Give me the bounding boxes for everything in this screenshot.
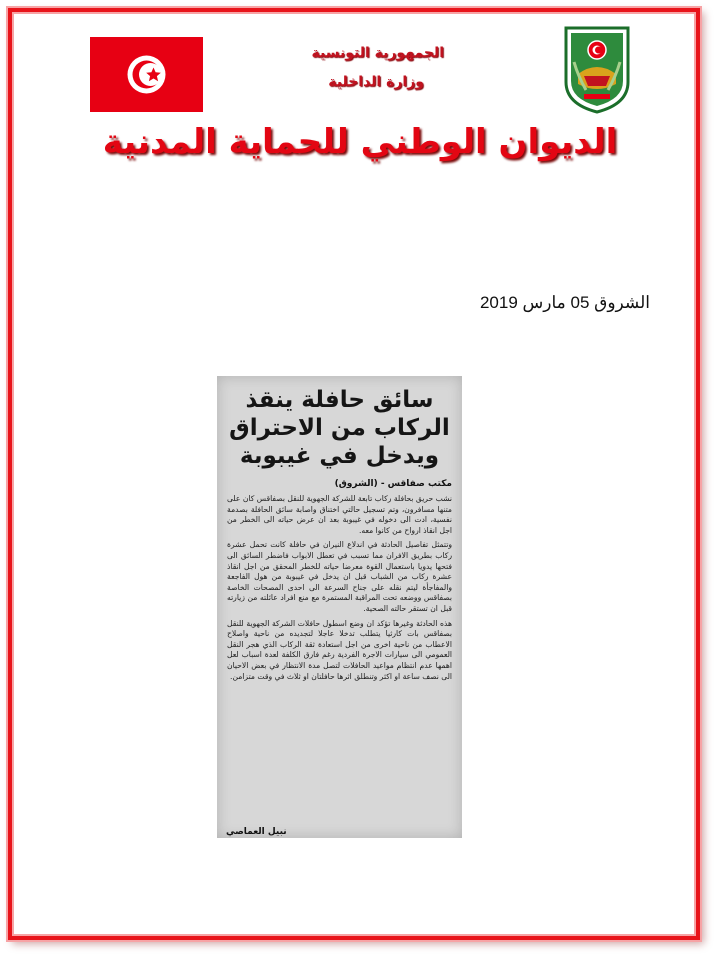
republic-heading: الجمهورية التونسية <box>311 45 444 61</box>
clipping-byline: مكتب صفاقس - (الشروق) <box>334 479 452 489</box>
source-date-line: الشروق 05 مارس 2019 <box>479 293 650 312</box>
civil-protection-emblem-icon <box>562 24 632 114</box>
ministry-heading: وزارة الداخلية <box>328 74 424 90</box>
clipping-body <box>227 494 452 686</box>
page-title: الديوان الوطني للحماية المدنية <box>102 122 618 162</box>
clipping-headline-1: سائق حافلة ينقذ <box>245 387 434 413</box>
clipping-author: نبيل العماصي <box>226 827 287 837</box>
clipping-headline-3: ويدخل في غيبوبة <box>239 443 440 469</box>
tunisia-flag-icon <box>90 37 203 112</box>
clipping-paragraph: هذه الحادثة وغيرها تؤكد ان وضع اسطول حافلات الشركة الجهوية للنقل بصفاقس بات كارثيا يتطلب تدخلا عاجلا لتجديده من ناحية واصلاح الاعطاب من ناحية اخرى من اجل استعادة ثقة الركاب الذي هجر النقل العمومي الى سيارات الاجرة الفردية رغم فارق الكلفة لعدة اسباب لعل اهمها عدم انتظام مواعيد الحافلات لتصل مدة الانتظار في بعض الاحيان الى نصف ساعة او اكثر وتنطلق اثرها حافلتان او ثلاث في وقت متزامن. <box>227 618 452 681</box>
newspaper-clipping <box>217 376 462 838</box>
clipping-paragraph: وتتمثل تفاصيل الحادثة في اندلاع النيران في حافلة كانت تحمل عشرة ركاب بطريق الافران مما تسبب في تعطل الابواب فاضطر السائق الى فتحها يدويا باستعمال القوة معرضا حياته للخطر المحقق من اجل انقاذ عشرة ركاب من الشباب قبل ان يدخل في غيبوبة من هول الفاجعة والمفاجأة ليتم نقله على جناح السرعة الى احدى المصحات الخاصة بصفاقس ووضعه تحت المراقبة المستمرة مع منع افراد عائلته من زيارته قبل ان تستقر حالته الصحية. <box>227 540 452 613</box>
clipping-headline-2: الركاب من الاحتراق <box>229 415 450 441</box>
clipping-paragraph: نشب حريق بحافلة ركاب تابعة للشركة الجهوية للنقل بصفاقس كان على متنها مسافرون، وتم تسجيل حالتي اختناق واصابة سائق الحافلة بصدمة نفسية، ادت الى دخوله في غيبوبة بعد ان عرض حياته الى الخطر من اجل انقاذ ارواح من كانوا معه. <box>227 494 452 535</box>
